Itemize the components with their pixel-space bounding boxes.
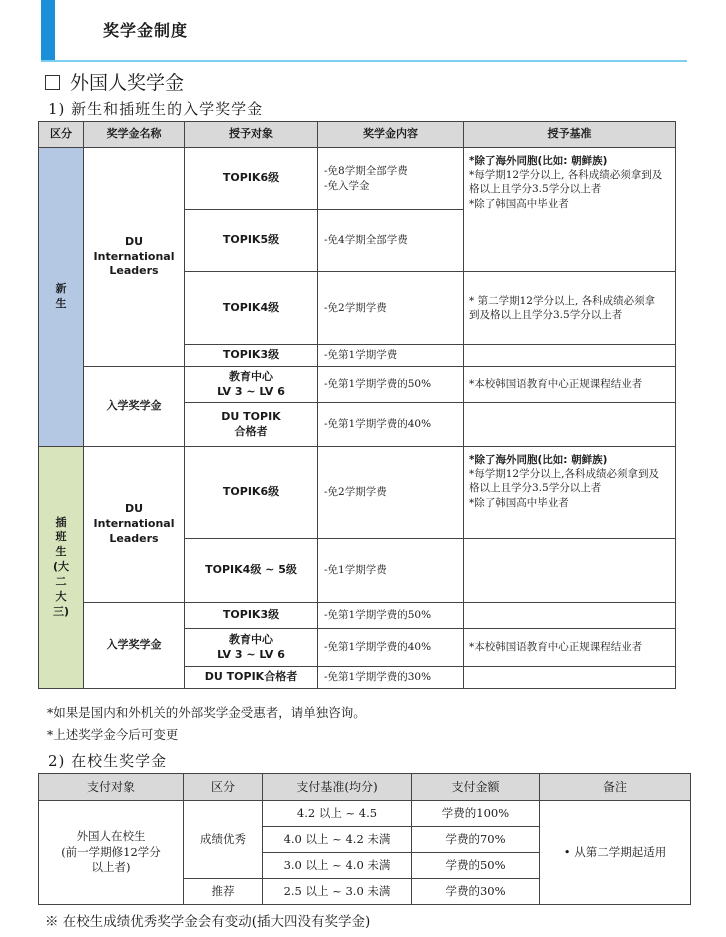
content-cell: -免第1学期学费的40%	[318, 403, 464, 447]
target-line: 合格者	[234, 424, 268, 438]
table-header-row	[39, 122, 676, 148]
target-cell: TOPIK3级	[185, 603, 318, 629]
header-cell: 授予对象	[185, 122, 318, 148]
group-char: 插	[55, 515, 67, 529]
header-cell: 支付对象	[39, 774, 184, 801]
target-line: 教育中心	[229, 632, 273, 646]
criteria-cell: 2.5 以上 ~ 3.0 未满	[263, 879, 412, 905]
table-header-row	[39, 774, 691, 801]
target-cell: DU TOPIK合格者	[185, 667, 318, 689]
section-title	[45, 68, 184, 95]
content-cell: -免第1学期学费的40%	[318, 629, 464, 667]
target-cell: TOPIK5级	[185, 210, 318, 272]
criteria-line: *除了海外同胞(比如: 朝鲜族)	[469, 454, 608, 466]
section-title-text: 外国人奖学金	[70, 72, 185, 94]
criteria-line: *每学期12学分以上,各科成绩必须拿到及	[469, 468, 659, 481]
target-cell: TOPIK4级	[185, 272, 318, 345]
header-cell: 奖学金内容	[318, 122, 464, 148]
header-cell: 区分	[184, 774, 263, 801]
name-line: DU	[124, 234, 144, 248]
content-cell: -免4学期全部学费	[318, 210, 464, 272]
remark-cell: • 从第二学期起适用	[540, 801, 691, 905]
table-row	[39, 603, 676, 629]
header-cell: 区分	[39, 122, 84, 148]
content-cell	[318, 148, 464, 210]
header-cell: 支付基准(均分)	[263, 774, 412, 801]
criteria-line: 格以上且学分3.5学分以上者	[469, 482, 602, 495]
group-char: 二	[55, 574, 67, 588]
payment-target-cell	[39, 801, 184, 905]
table-row	[39, 801, 691, 827]
scholarship-name-entrance: 入学奖学金	[84, 367, 185, 447]
scholarship-name-du-leaders	[84, 447, 185, 603]
name-line: International	[93, 517, 175, 531]
content-cell: -免第1学期学费的50%	[318, 603, 464, 629]
subsection-title-2: 2) 在校生奖学金	[48, 752, 168, 770]
group-transfer-students	[39, 447, 84, 689]
empty-cell	[464, 539, 676, 603]
group-char: (大	[52, 560, 70, 574]
target-cell: TOPIK6级	[185, 447, 318, 539]
target-line: LV 3 ~ LV 6	[217, 647, 285, 661]
enrolled-scholarship-table	[38, 773, 691, 905]
criteria-line: *除了韩国高中毕业者	[469, 496, 569, 509]
header-cell: 授予基准	[464, 122, 676, 148]
criteria-cell	[464, 447, 676, 539]
criteria-cell: 3.0 以上 ~ 4.0 未满	[263, 853, 412, 879]
group-char: 生	[55, 545, 67, 559]
empty-cell	[464, 603, 676, 629]
scholarship-name-entrance: 入学奖学金	[84, 603, 185, 689]
entrance-scholarship-table	[38, 121, 676, 689]
name-line: Leaders	[109, 264, 159, 278]
amount-cell: 学费的100%	[412, 801, 540, 827]
group-char: 班	[55, 530, 67, 544]
category-cell: 成绩优秀	[184, 801, 263, 879]
target-cell	[185, 367, 318, 403]
criteria-line: *每学期12学分以上, 各科成绩必须拿到及格以上且学分3.5学分以上者	[469, 169, 663, 196]
criteria-line: *除了海外同胞(比如: 朝鲜族)	[469, 155, 608, 167]
content-line: -免入学金	[324, 179, 370, 192]
name-line: International	[93, 249, 175, 263]
group-char: 生	[55, 297, 67, 310]
target-line: DU TOPIK	[221, 409, 281, 423]
name-line: DU	[124, 502, 144, 516]
table-row	[39, 447, 676, 539]
table-row	[39, 148, 676, 210]
target-cell: TOPIK6级	[185, 148, 318, 210]
name-line: Leaders	[109, 531, 159, 545]
criteria-line: * 第二学期12学分以上, 各科成绩必须拿	[469, 294, 656, 307]
amount-cell: 学费的30%	[412, 879, 540, 905]
note-line: *上述奖学金今后可变更	[47, 727, 179, 742]
subsection-title-1: 1) 新生和插班生的入学奖学金	[48, 100, 264, 118]
criteria-line: 到及格以上且学分3.5学分以上者	[469, 309, 623, 321]
content-cell: -免第1学期学费	[318, 345, 464, 367]
criteria-cell: 4.0 以上 ~ 4.2 未满	[263, 827, 412, 853]
empty-cell	[464, 345, 676, 367]
content-cell: -免第1学期学费的50%	[318, 367, 464, 403]
target-line: 以上者)	[91, 860, 131, 875]
footer-note: ※ 在校生成绩优秀奖学金会有变动(插大四没有奖学金)	[45, 914, 371, 930]
note-line: *如果是国内和外机关的外部奖学金受惠者，请单独咨询。	[47, 705, 366, 720]
target-line: 教育中心	[229, 369, 273, 383]
criteria-cell: *本校韩国语教育中心正规课程结业者	[464, 629, 676, 667]
content-line: -免8学期全部学费	[324, 165, 408, 178]
criteria-cell: *本校韩国语教育中心正规课程结业者	[464, 367, 676, 403]
checkbox-square-icon	[45, 75, 60, 90]
group-char: 三)	[52, 604, 70, 618]
criteria-cell	[464, 148, 676, 272]
target-line: (前一学期修12学分	[61, 844, 161, 859]
criteria-cell	[464, 272, 676, 345]
content-cell: -免第1学期学费的30%	[318, 667, 464, 689]
target-line: 外国人在校生	[76, 829, 146, 844]
header-divider	[41, 60, 687, 62]
header-cell: 奖学金名称	[84, 122, 185, 148]
criteria-cell: 4.2 以上 ~ 4.5	[263, 801, 412, 827]
amount-cell: 学费的70%	[412, 827, 540, 853]
target-line: LV 3 ~ LV 6	[217, 384, 285, 398]
scholarship-name-du-leaders	[84, 148, 185, 367]
amount-cell: 学费的50%	[412, 853, 540, 879]
empty-cell	[464, 403, 676, 447]
target-cell	[185, 629, 318, 667]
group-new-students	[39, 148, 84, 447]
page-title: 奖学金制度	[103, 21, 189, 40]
group-char: 大	[55, 589, 67, 603]
category-cell: 推荐	[184, 879, 263, 905]
content-cell: -免2学期学费	[318, 272, 464, 345]
header-cell: 备注	[540, 774, 691, 801]
content-cell: -免2学期学费	[318, 447, 464, 539]
table-row	[39, 367, 676, 403]
target-cell	[185, 403, 318, 447]
criteria-line: *除了韩国高中毕业者	[469, 197, 569, 210]
target-cell: TOPIK3级	[185, 345, 318, 367]
group-char: 新	[55, 282, 67, 296]
target-cell: TOPIK4级 ~ 5级	[185, 539, 318, 603]
header-accent-bar	[41, 0, 55, 61]
content-cell: -免1学期学费	[318, 539, 464, 603]
header-cell: 支付金额	[412, 774, 540, 801]
empty-cell	[464, 667, 676, 689]
